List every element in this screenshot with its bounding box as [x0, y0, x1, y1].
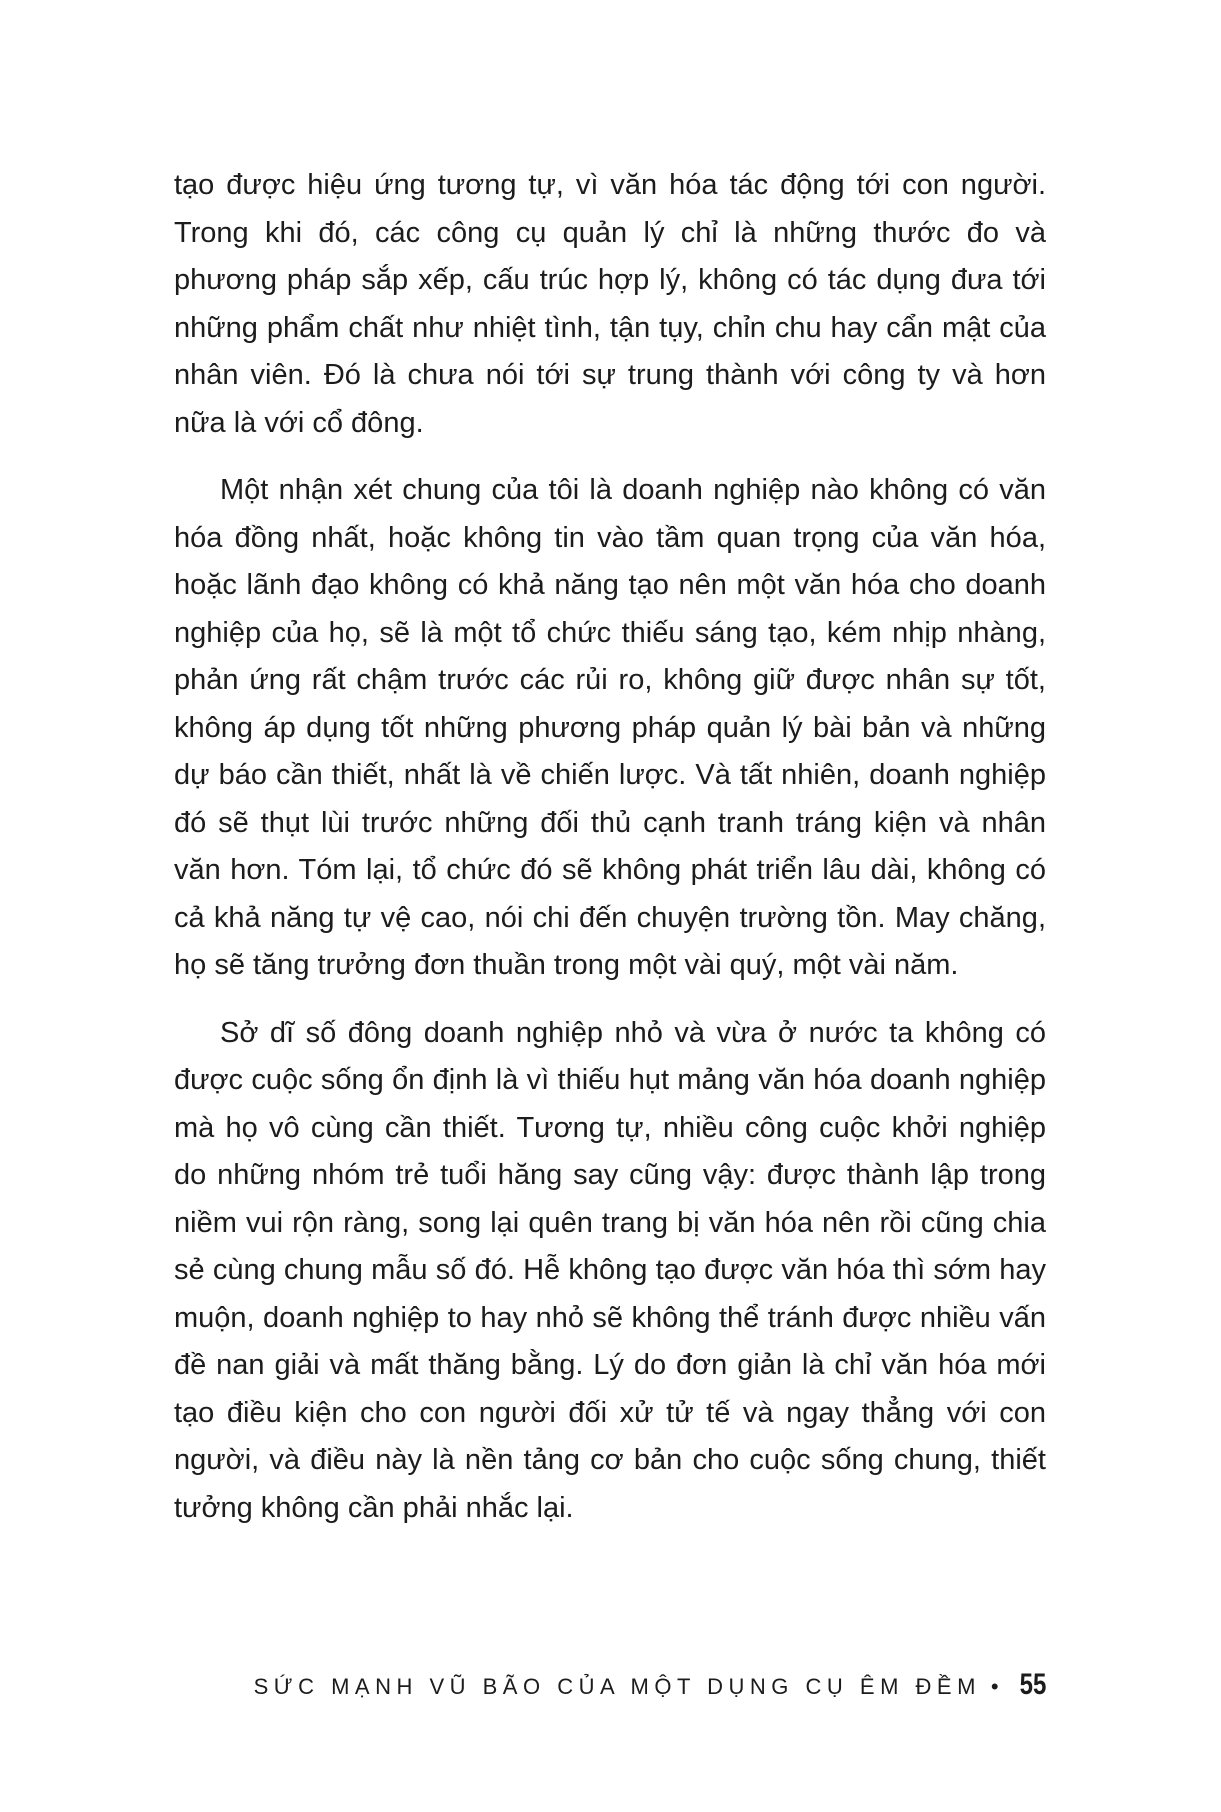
paragraph-continuation: tạo được hiệu ứng tương tự, vì văn hóa tác động tới con người. Trong khi đó, các công cụ quản lý chỉ là những thước đo và phương pháp sắp xếp, cấu trúc hợp lý, không có tác dụng đưa tới những phẩm chất như nhiệt tình, tận tụy, chỉn chu hay cẩn mật của nhân viên. Đó là chưa nói tới sự trung thành với công ty và hơn nữa là với cổ đông. — [174, 169, 1046, 439]
running-title: SỨC MẠNH VŨ BÃO CỦA MỘT DỤNG CỤ ÊM ĐỀM — [253, 1674, 981, 1699]
bullet-separator: • — [990, 1674, 999, 1699]
page-number: 55 — [1019, 1668, 1046, 1701]
paragraph: Một nhận xét chung của tôi là doanh nghiệp nào không có văn hóa đồng nhất, hoặc không tin vào tầm quan trọng của văn hóa, hoặc lãnh đạo không có khả năng tạo nên một văn hóa cho doanh nghiệp của họ, sẽ là một tổ chức thiếu sáng tạo, kém nhịp nhàng, phản ứng rất chậm trước các rủi ro, không giữ được nhân sự tốt, không áp dụng tốt những phương pháp quản lý bài bản và những dự báo cần thiết, nhất là về chiến lược. Và tất nhiên, doanh nghiệp đó sẽ thụt lùi trước những đối thủ cạnh tranh tráng kiện và nhân văn hơn. Tóm lại, tổ chức đó sẽ không phát triển lâu dài, không có cả khả năng tự vệ cao, nói chi đến chuyện trường tồn. May chăng, họ sẽ tăng trưởng đơn thuần trong một vài quý, một vài năm. — [174, 474, 1046, 981]
page-footer — [174, 1668, 1046, 1702]
paragraph: Sở dĩ số đông doanh nghiệp nhỏ và vừa ở nước ta không có được cuộc sống ổn định là vì thiếu hụt mảng văn hóa doanh nghiệp mà họ vô cùng cần thiết. Tương tự, nhiều công cuộc khởi nghiệp do những nhóm trẻ tuổi hăng say cũng vậy: được thành lập trong niềm vui rộn ràng, song lại quên trang bị văn hóa nên rồi cũng chia sẻ cùng chung mẫu số đó. Hễ không tạo được văn hóa thì sớm hay muộn, doanh nghiệp to hay nhỏ sẽ không thể tránh được nhiều vấn đề nan giải và mất thăng bằng. Lý do đơn giản là chỉ văn hóa mới tạo điều kiện cho con người đối xử tử tế và ngay thẳng với con người, và điều này là nền tảng cơ bản cho cuộc sống chung, thiết tưởng không cần phải nhắc lại. — [174, 1016, 1046, 1524]
body-text — [174, 162, 1046, 1552]
